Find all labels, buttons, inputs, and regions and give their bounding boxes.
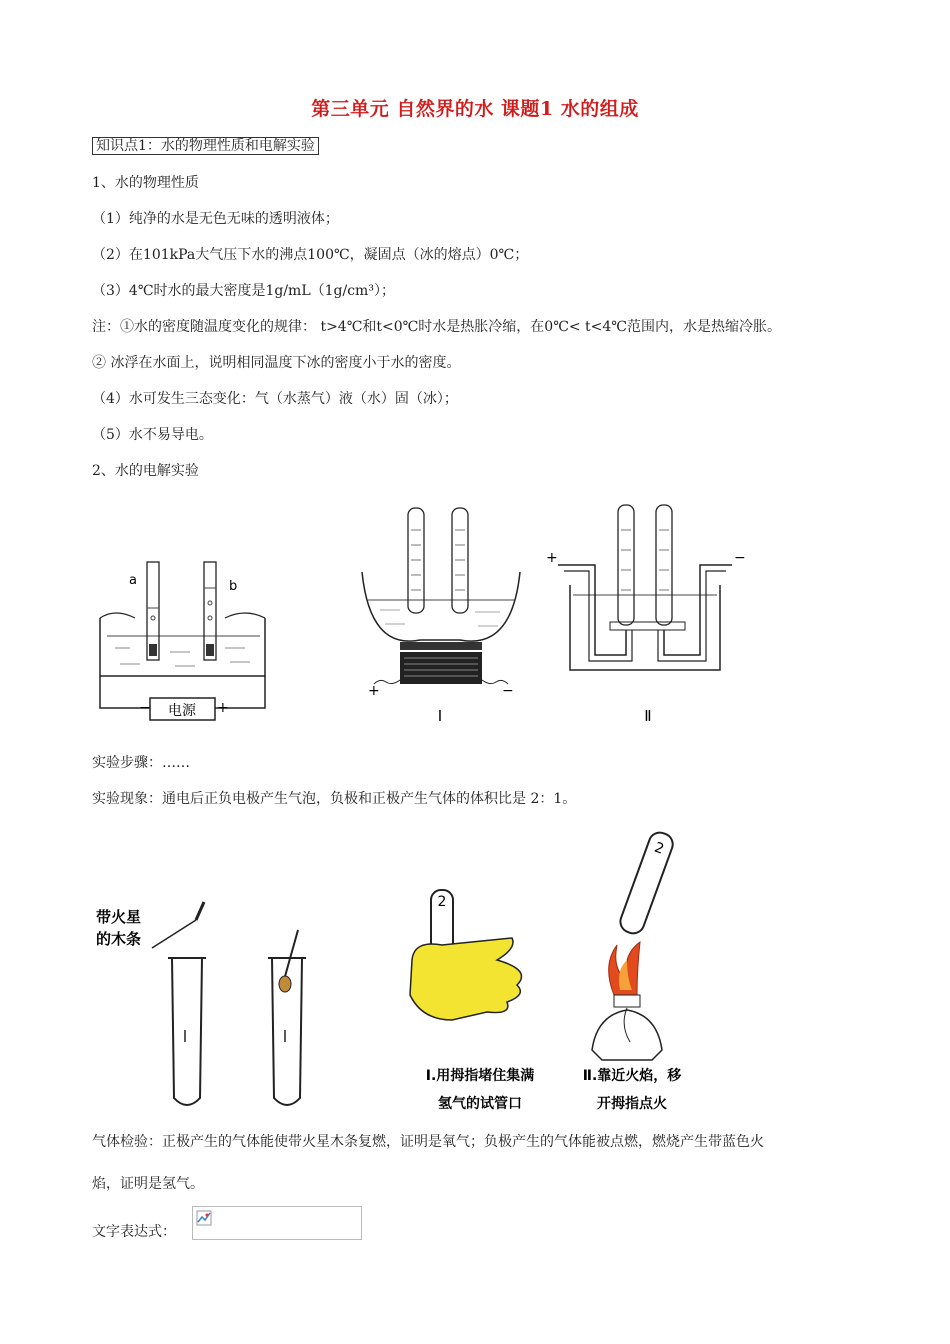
note-2: ② 冰浮在水面上，说明相同温度下冰的密度小于水的密度。 (92, 355, 461, 371)
gas-check-line2: 焰，证明是氢气。 (92, 1176, 204, 1192)
page-title: 第三单元 自然界的水 课题1 水的组成 (311, 98, 639, 120)
tube-number: 2 (652, 839, 666, 858)
experiment-steps: 实验步骤：…… (92, 755, 190, 771)
tube-number: 2 (437, 894, 447, 910)
tube-b-label: b (229, 579, 238, 594)
figure-roman-II: Ⅱ (644, 707, 652, 725)
minus-sign: − (139, 700, 151, 716)
broken-image-icon (196, 1210, 212, 1226)
section-heading (92, 136, 319, 156)
electrolysis-apparatus-II-figure (540, 500, 750, 728)
formula-image-placeholder (192, 1206, 362, 1240)
caption-1a: Ⅰ.用拇指堵住集满 (425, 1068, 535, 1084)
gas-check-line1: 气体检验：正极产生的气体能使带火星木条复燃，证明是氧气；负极产生的气体能被点燃，燃烧产生带蓝色火 (92, 1134, 764, 1150)
splint-label-line1: 带火星 (96, 908, 142, 926)
formula-label: 文字表达式： (92, 1224, 176, 1240)
heading-physical-properties: 1、水的物理性质 (92, 175, 199, 191)
plus-sign: + (217, 700, 229, 716)
caption-2b: 开拇指点火 (597, 1096, 667, 1112)
figure-roman-I: Ⅰ (437, 707, 443, 725)
caption-2a: Ⅱ.靠近火焰，移 (582, 1068, 682, 1084)
note-1: 注：①水的密度随温度变化的规律： t>4℃和t<0℃时水是热胀冷缩，在0℃< t<4℃范围内，水是热缩冷胀。 (92, 319, 781, 335)
plus-sign: + (368, 683, 380, 699)
property-1: （1）纯净的水是无色无味的透明液体； (92, 211, 339, 227)
section-box: 知识点1：水的物理性质和电解实验 (92, 137, 319, 155)
caption-1b: 氢气的试管口 (438, 1096, 522, 1112)
property-5: （5）水不易导电。 (92, 427, 213, 443)
minus-sign: − (734, 550, 746, 566)
experiment-phenomenon: 实验现象：通电后正负电极产生气泡，负极和正极产生气体的体积比是 2：1。 (92, 791, 577, 807)
property-2: （2）在101kPa大气压下水的沸点100℃，凝固点（冰的熔点）0℃； (92, 247, 529, 263)
property-4: （4）水可发生三态变化：气（水蒸气）液（水）固（冰）； (92, 391, 458, 407)
power-source-label: 电源 (168, 703, 196, 719)
tube-a-label: a (129, 573, 137, 588)
minus-sign: − (502, 683, 514, 699)
electrolysis-apparatus-figure (95, 548, 270, 728)
heading-electrolysis: 2、水的电解实验 (92, 463, 199, 479)
plus-sign: + (546, 550, 558, 566)
splint-label-line2: 的木条 (96, 930, 142, 948)
electrolysis-apparatus-I-figure (360, 500, 522, 728)
property-3: （3）4℃时水的最大密度是1g/mL（1g/cm³）； (92, 283, 395, 299)
gas-test-figure (92, 830, 712, 1120)
